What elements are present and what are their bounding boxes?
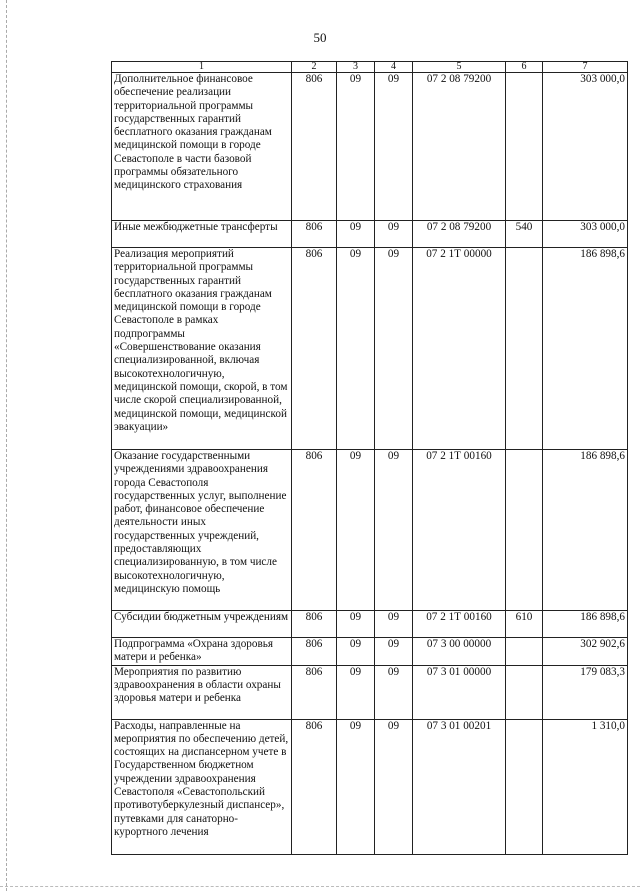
scan-bottom-edge bbox=[0, 886, 640, 887]
header-col-7: 7 bbox=[543, 62, 628, 73]
row-expense-type bbox=[506, 73, 543, 221]
row-subsection: 09 bbox=[375, 450, 413, 611]
row-subsection: 09 bbox=[375, 73, 413, 221]
table-row bbox=[112, 719, 628, 854]
header-col-5: 5 bbox=[413, 62, 506, 73]
row-name: Подпрограмма «Охрана здоровья матери и ребенка» bbox=[112, 638, 292, 666]
row-amount: 186 898,6 bbox=[543, 611, 628, 638]
table-row bbox=[112, 611, 628, 638]
row-amount: 179 083,3 bbox=[543, 665, 628, 719]
row-section: 09 bbox=[337, 665, 375, 719]
row-section: 09 bbox=[337, 73, 375, 221]
row-subsection: 09 bbox=[375, 665, 413, 719]
table-row bbox=[112, 73, 628, 221]
row-subsection: 09 bbox=[375, 719, 413, 854]
row-amount: 186 898,6 bbox=[543, 248, 628, 450]
row-expense-type: 540 bbox=[506, 221, 543, 248]
row-amount: 303 000,0 bbox=[543, 221, 628, 248]
header-col-6: 6 bbox=[506, 62, 543, 73]
row-expense-type: 610 bbox=[506, 611, 543, 638]
row-subsection: 09 bbox=[375, 611, 413, 638]
row-amount: 302 902,6 bbox=[543, 638, 628, 666]
row-ministry-code: 806 bbox=[292, 248, 337, 450]
row-ministry-code: 806 bbox=[292, 221, 337, 248]
row-subsection: 09 bbox=[375, 221, 413, 248]
row-name: Дополнительное финансовое обеспечение реализации территориальной программы государственных гарантий бесплатного оказания гражданам медицинской помощи в городе Севастополе в части базовой программы обязательного медицинского страхования bbox=[112, 73, 292, 221]
row-section: 09 bbox=[337, 248, 375, 450]
row-ministry-code: 806 bbox=[292, 73, 337, 221]
row-name: Субсидии бюджетным учреждениям bbox=[112, 611, 292, 638]
row-target-article: 07 2 08 79200 bbox=[413, 221, 506, 248]
table-row bbox=[112, 221, 628, 248]
row-name: Оказание государственными учреждениями здравоохранения города Севастополя государственных услуг, выполнение работ, финансовое обеспечение деятельности иных государственных учреждений, предоставляющих специализированную, в том числе высокотехнологичную, медицинскую помощь bbox=[112, 450, 292, 611]
table-row bbox=[112, 248, 628, 450]
budget-table bbox=[111, 61, 628, 855]
row-expense-type bbox=[506, 719, 543, 854]
row-target-article: 07 2 1Т 00160 bbox=[413, 450, 506, 611]
row-subsection: 09 bbox=[375, 638, 413, 666]
row-target-article: 07 3 01 00000 bbox=[413, 665, 506, 719]
table-row bbox=[112, 638, 628, 666]
row-expense-type bbox=[506, 665, 543, 719]
header-col-4: 4 bbox=[375, 62, 413, 73]
row-ministry-code: 806 bbox=[292, 719, 337, 854]
header-col-3: 3 bbox=[337, 62, 375, 73]
table-row bbox=[112, 450, 628, 611]
row-expense-type bbox=[506, 450, 543, 611]
row-subsection: 09 bbox=[375, 248, 413, 450]
row-ministry-code: 806 bbox=[292, 638, 337, 666]
row-section: 09 bbox=[337, 221, 375, 248]
header-col-2: 2 bbox=[292, 62, 337, 73]
row-target-article: 07 2 1Т 00000 bbox=[413, 248, 506, 450]
row-name: Реализация мероприятий территориальной программы государственных гарантий бесплатного оказания гражданам медицинской помощи в городе Севастополе в рамках подпрограммы «Совершенствование оказания специализированной, включая высокотехнологичную, медицинской помощи, скорой, в том числе скорой специализированной, медицинской помощи, медицинской эвакуации» bbox=[112, 248, 292, 450]
row-ministry-code: 806 bbox=[292, 450, 337, 611]
row-target-article: 07 2 1Т 00160 bbox=[413, 611, 506, 638]
row-section: 09 bbox=[337, 611, 375, 638]
row-section: 09 bbox=[337, 719, 375, 854]
row-target-article: 07 3 01 00201 bbox=[413, 719, 506, 854]
row-target-article: 07 2 08 79200 bbox=[413, 73, 506, 221]
row-section: 09 bbox=[337, 450, 375, 611]
page-number: 50 bbox=[313, 30, 327, 45]
header-col-1: 1 bbox=[112, 62, 292, 73]
row-expense-type bbox=[506, 638, 543, 666]
row-amount: 303 000,0 bbox=[543, 73, 628, 221]
row-ministry-code: 806 bbox=[292, 665, 337, 719]
scan-left-edge bbox=[6, 0, 7, 891]
row-amount: 1 310,0 bbox=[543, 719, 628, 854]
row-name: Иные межбюджетные трансферты bbox=[112, 221, 292, 248]
row-amount: 186 898,6 bbox=[543, 450, 628, 611]
header-row bbox=[112, 62, 628, 73]
row-ministry-code: 806 bbox=[292, 611, 337, 638]
row-name: Расходы, направленные на мероприятия по обеспечению детей, состоящих на диспансерном учете в Государственном бюджетном учреждении здравоохранения Севастополя «Севастопольский противотуберкулезный диспансер», путевками для санаторно-курортного лечения bbox=[112, 719, 292, 854]
table-row bbox=[112, 665, 628, 719]
row-section: 09 bbox=[337, 638, 375, 666]
row-target-article: 07 3 00 00000 bbox=[413, 638, 506, 666]
row-name: Мероприятия по развитию здравоохранения в области охраны здоровья матери и ребенка bbox=[112, 665, 292, 719]
row-expense-type bbox=[506, 248, 543, 450]
